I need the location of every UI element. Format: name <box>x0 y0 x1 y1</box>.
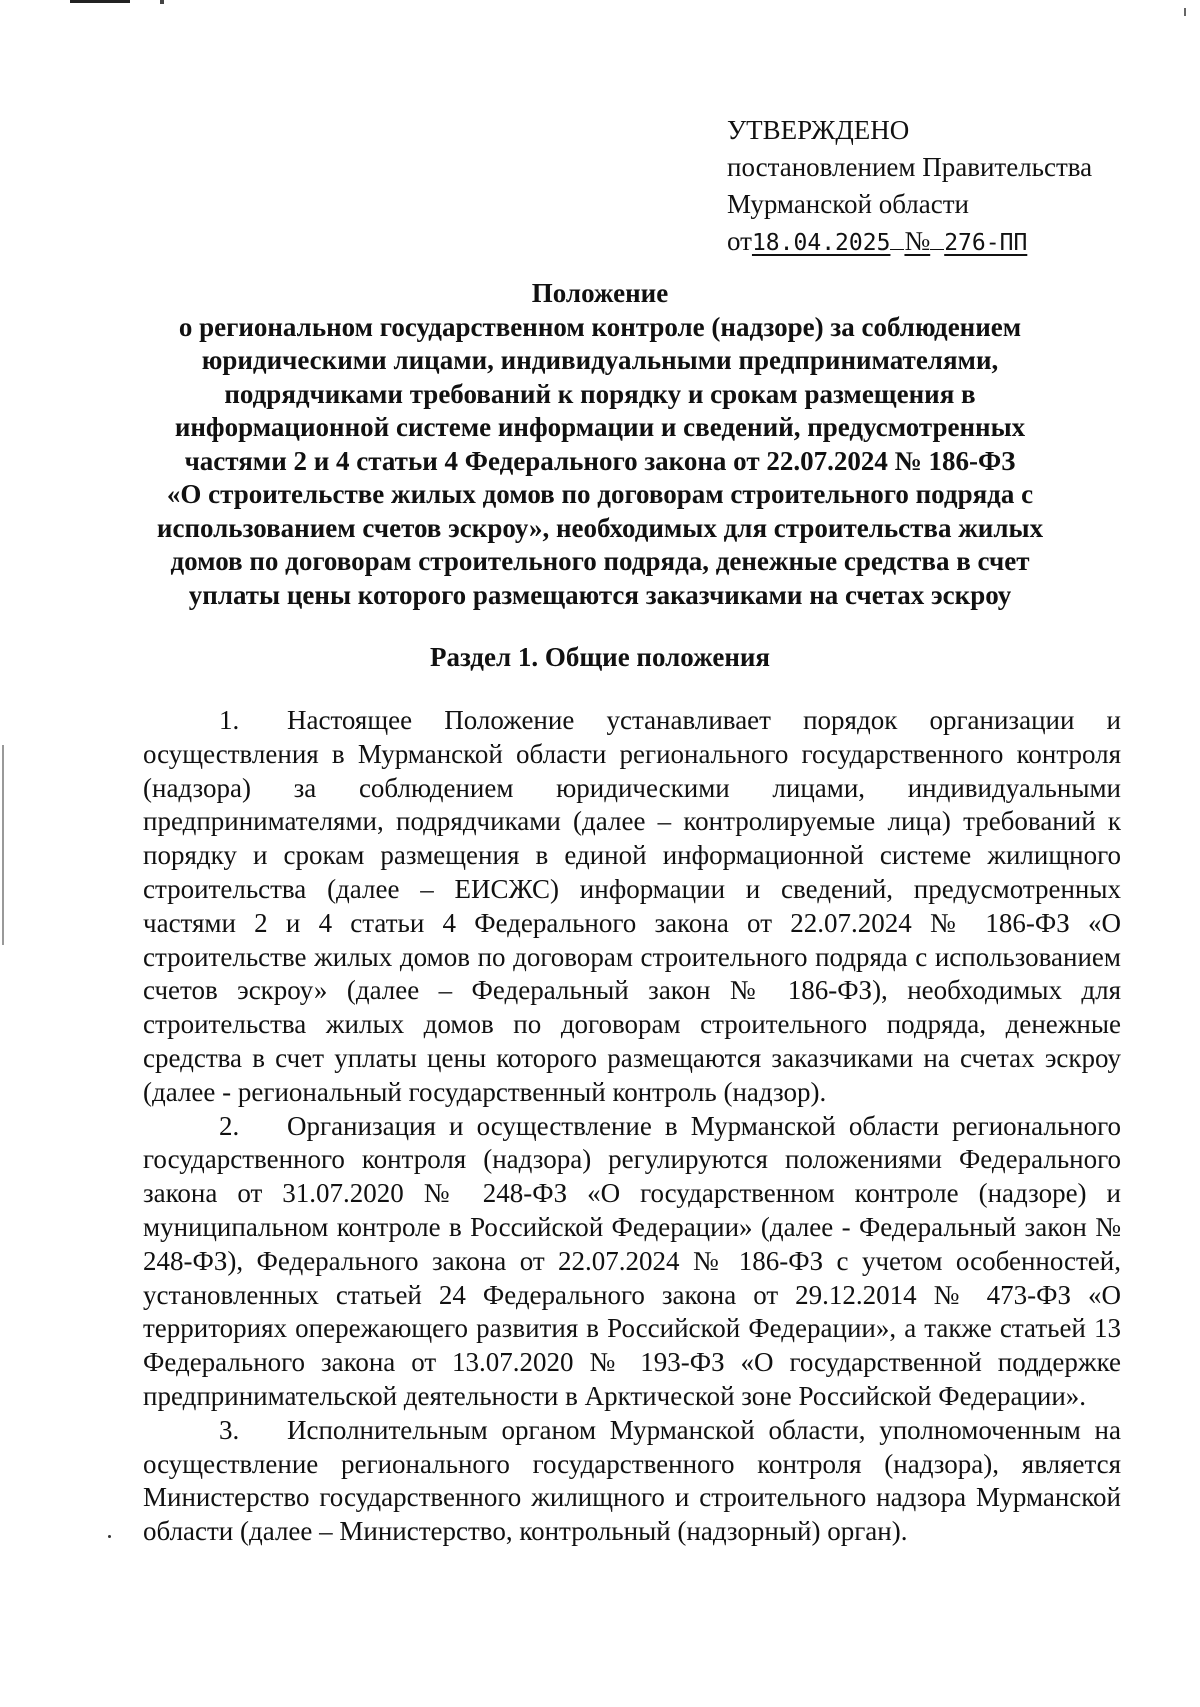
approval-number-sign: № <box>904 226 931 256</box>
approval-heading: УТВЕРЖДЕНО <box>727 115 910 145</box>
paragraph-text: Исполнительным органом Мурманской области, уполномоченным на осуществление регионального государственного контроля (надзора), является Министерство государственного жилищного и строительного надзора Мурманской области (далее – Министерство, контрольный (надзорный) орган). <box>143 1414 1121 1547</box>
approval-underline-gap <box>930 248 944 250</box>
title-line: информационной системе информации и сведений, предусмотренных <box>174 412 1026 442</box>
paragraph-number: 1. <box>219 705 240 735</box>
title-line: частями 2 и 4 статьи 4 Федерального закона от 22.07.2024 № 186-ФЗ <box>184 445 1016 476</box>
document-body <box>143 704 1121 1549</box>
title-line: домов по договорам строительного подряда, денежные средства в счет <box>170 546 1030 576</box>
paragraph-text: Настоящее Положение устанавливает порядок организации и осуществления в Мурманской области регионального государственного контроля (надзора) за соблюдением юридическими лицами, индивидуальными предпринимателями, подрядчиками (далее – контролируемые лица) требований к порядку и срокам размещения в единой информационной системе жилищного строительства (далее – ЕИСЖС) информации и сведений, предусмотренных частями 2 и 4 статьи 4 Федерального закона от 22.07.2024 № 186-ФЗ «О строительстве жилых домов по договорам строительного подряда с использованием счетов эскроу» (далее – Федеральный закон № 186-ФЗ), необходимых для строительства жилых домов по договорам строительного подряда, денежные средства в счет уплаты цены которого размещаются заказчиками на счетах эскроу (далее - региональный государственный контроль (надзор). <box>143 705 1121 1107</box>
paragraph-number: 3. <box>219 1414 240 1445</box>
title-line: уплаты цены которого размещаются заказчиками на счетах эскроу <box>188 579 1012 610</box>
approval-stamp-block <box>727 112 1092 269</box>
title-line: «О строительстве жилых домов по договорам строительного подряда с <box>166 479 1034 509</box>
title-line: юридическими лицами, индивидуальными предпринимателями, <box>201 345 999 375</box>
scan-artifact-mark <box>1184 8 1186 16</box>
paragraph-number: 2. <box>219 1110 240 1141</box>
title-line: о региональном государственном контроле (надзоре) за соблюдением <box>178 311 1022 342</box>
approval-issuer: постановлением Правительства <box>727 152 1093 182</box>
document-title <box>130 277 1070 612</box>
title-line: использованием счетов эскроу», необходимых для строительства жилых <box>156 512 1044 543</box>
scan-artifact-edge <box>2 745 4 945</box>
paragraph-item <box>143 704 1121 1110</box>
paragraph-item <box>143 1110 1121 1414</box>
title-line: подрядчиками требований к порядку и срокам размещения в <box>224 378 976 409</box>
scan-artifact-dot <box>160 0 164 4</box>
scan-artifact-mark <box>70 0 130 3</box>
scan-artifact-dot <box>108 1535 111 1538</box>
approval-number-value: 276-ПП <box>944 230 1028 256</box>
approval-underline-gap <box>890 248 904 250</box>
section-heading: Раздел 1. Общие положения <box>429 642 771 672</box>
title-heading: Положение <box>531 278 669 308</box>
approval-date-number <box>727 223 1092 269</box>
paragraph-item <box>143 1414 1121 1549</box>
approval-region: Мурманской области <box>727 189 969 219</box>
approval-date-prefix: от <box>727 226 752 256</box>
paragraph-text: Организация и осуществление в Мурманской области регионального государственного контроля (надзора) регулируются положениями Федерального закона от 31.07.2020 № 248-ФЗ «О государственном контроле (надзоре) и муниципальном контроле в Российской Федерации» (далее - Федеральный закон № 248-ФЗ), Федерального закона от 22.07.2024 № 186-ФЗ с учетом особенностей, установленных статьей 24 Федерального закона от 29.12.2014 № 473-ФЗ «О территориях опережающего развития в Российской Федерации», а также статьей 13 Федерального закона от 13.07.2020 № 193-ФЗ «О государственной поддержке предпринимательской деятельности в Арктической зоне Российской Федерации». <box>143 1110 1121 1411</box>
approval-date-value: 18.04.2025 <box>751 230 891 256</box>
